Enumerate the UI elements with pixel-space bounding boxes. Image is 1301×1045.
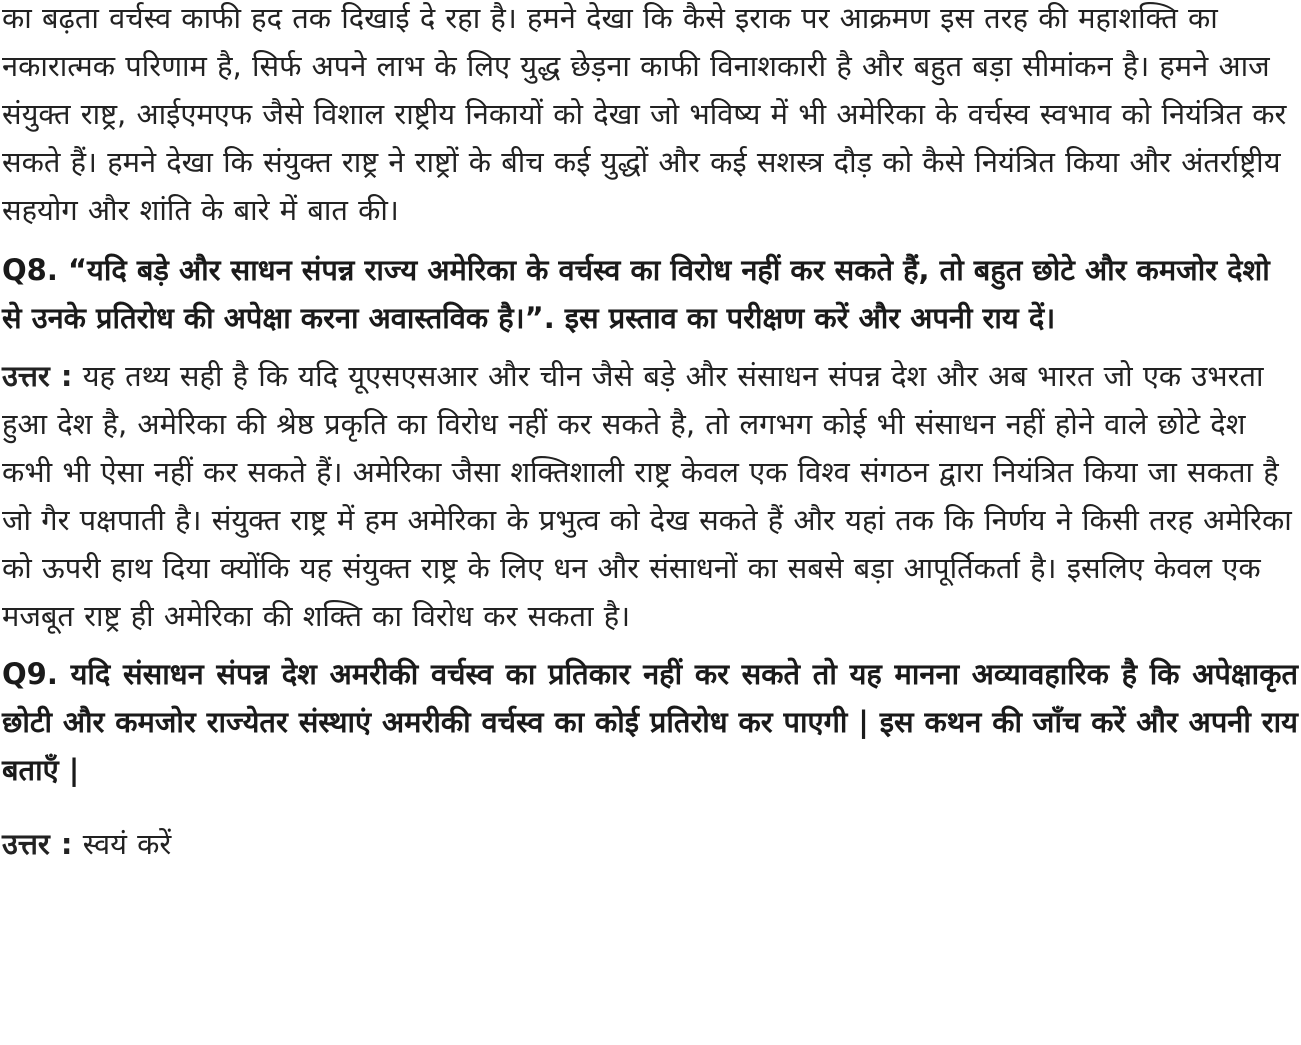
answer-9-text: स्वयं करें [72,827,172,861]
question-8: Q8. “यदि बड़े और साधन संपन्न राज्य अमेरिका के वर्चस्व का विरोध नहीं कर सकते हैं, तो बहुत छोटे और कमजोर देशो से उनके प्रतिरोध की अपेक्षा करना अवास्तविक है।”. इस प्रस्ताव का परीक्षण करें और अपनी राय दें। [2,253,1270,335]
answer-9-label: उत्तर : [2,827,73,861]
document-page [2,0,1298,868]
answer-9 [2,820,1298,868]
intro-paragraph: का बढ़ता वर्चस्व काफी हद तक दिखाई दे रहा है। हमने देखा कि कैसे इराक पर आक्रमण इस तरह की महाशक्ति का नकारात्मक परिणाम है, सिर्फ अपने लाभ के लिए युद्ध छेड़ना काफी विनाशकारी है और बहुत बड़ा सीमांकन है। हमने आज संयुक्त राष्ट्र, आईएमएफ जैसे विशाल राष्ट्रीय निकायों को देखा जो भविष्य में भी अमेरिका के वर्चस्व स्वभाव को नियंत्रित कर सकते हैं। हमने देखा कि संयुक्त राष्ट्र ने राष्ट्रों के बीच कई युद्धों और कई सशस्त्र दौड़ को कैसे नियंत्रित किया और अंतर्राष्ट्रीय सहयोग और शांति के बारे में बात की। [2,1,1287,227]
answer-8-label: उत्तर : [2,359,73,393]
answer-8 [2,352,1298,640]
answer-8-text: यह तथ्य सही है कि यदि यूएसएसआर और चीन जैसे बड़े और संसाधन संपन्न देश और अब भारत जो एक उभरता हुआ देश है, अमेरिका की श्रेष्ठ प्रकृति का विरोध नहीं कर सकते है, तो लगभग कोई भी संसाधन नहीं होने वाले छोटे देश कभी भी ऐसा नहीं कर सकते हैं। अमेरिका जैसा शक्तिशाली राष्ट्र केवल एक विश्व संगठन द्वारा नियंत्रित किया जा सकता है जो गैर पक्षपाती है। संयुक्त राष्ट्र में हम अमेरिका के प्रभुत्व को देख सकते हैं और यहां तक कि निर्णय ने किसी तरह अमेरिका को ऊपरी हाथ दिया क्योंकि यह संयुक्त राष्ट्र के लिए धन और संसाधनों का सबसे बड़ा आपूर्तिकर्ता है। इसलिए केवल एक मजबूत राष्ट्र ही अमेरिका की शक्ति का विरोध कर सकता है। [2,359,1292,633]
question-9: Q9. यदि संसाधन संपन्न देश अमरीकी वर्चस्व का प्रतिकार नहीं कर सकते तो यह मानना अव्यावहारिक है कि अपेक्षाकृत छोटी और कमजोर राज्येतर संस्थाएं अमरीकी वर्चस्व का कोई प्रतिरोध कर पाएगी | इस कथन की जाँच करें और अपनी राय बताएँ | [2,657,1298,787]
